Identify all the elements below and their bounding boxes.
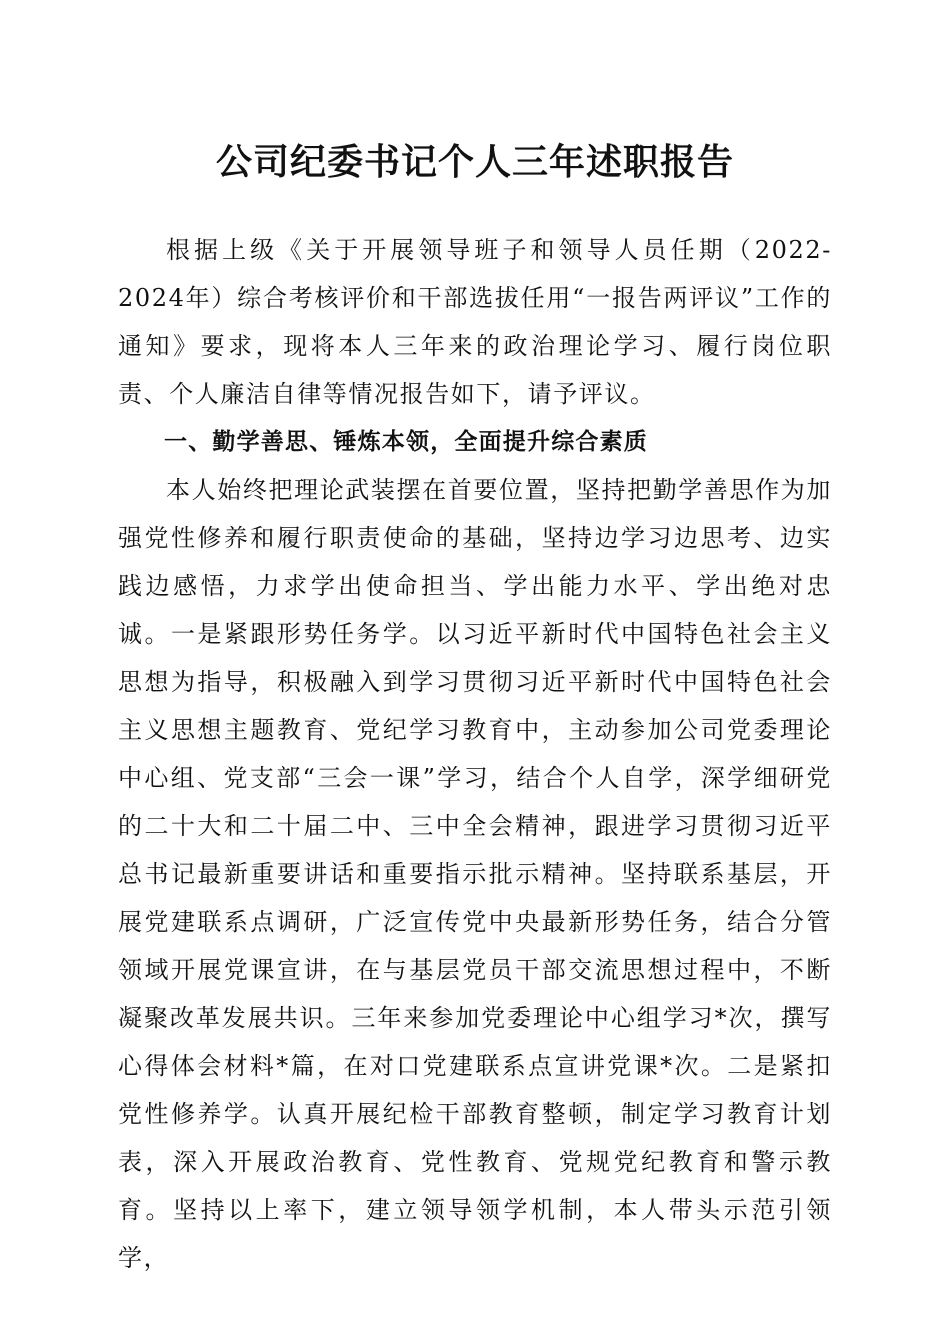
intro-paragraph: 根据上级《关于开展领导班子和领导人员任期（2022-2024年）综合考核评价和干部选拔任用“一报告两评议”工作的通知》要求，现将本人三年来的政治理论学习、履行岗位职责、个人廉洁自律等情况报告如下，请予评议。 — [118, 236, 832, 408]
section-1-heading: 一、勤学善思、锤炼本领，全面提升综合素质 — [164, 429, 648, 455]
section-1-paragraph: 本人始终把理论武装摆在首要位置，坚持把勤学善思作为加强党性修养和履行职责使命的基础，坚持边学习边思考、边实践边感悟，力求学出使命担当、学出能力水平、学出绝对忠诚。一是紧跟形势任务学。以习近平新时代中国特色社会主义思想为指导，积极融入到学习贯彻习近平新时代中国特色社会主义思想主题教育、党纪学习教育中，主动参加公司党委理论中心组、党支部“三会一课”学习，结合个人自学，深学细研党的二十大和二十届二中、三中全会精神，跟进学习贯彻习近平总书记最新重要讲话和重要指示批示精神。坚持联系基层，开展党建联系点调研，广泛宣传党中央最新形势任务，结合分管领域开展党课宣讲，在与基层党员干部交流思想过程中，不断凝聚改革发展共识。三年来参加党委理论中心组学习*次，撰写心得体会材料*篇，在对口党建联系点宣讲党课*次。二是紧扣党性修养学。认真开展纪检干部教育整顿，制定学习教育计划表，深入开展政治教育、党性教育、党规党纪教育和警示教育。坚持以上率下，建立领导领学机制，本人带头示范引领学， — [118, 476, 832, 1272]
document-body — [118, 226, 832, 1282]
document-title: 公司纪委书记个人三年述职报告 — [215, 141, 734, 183]
